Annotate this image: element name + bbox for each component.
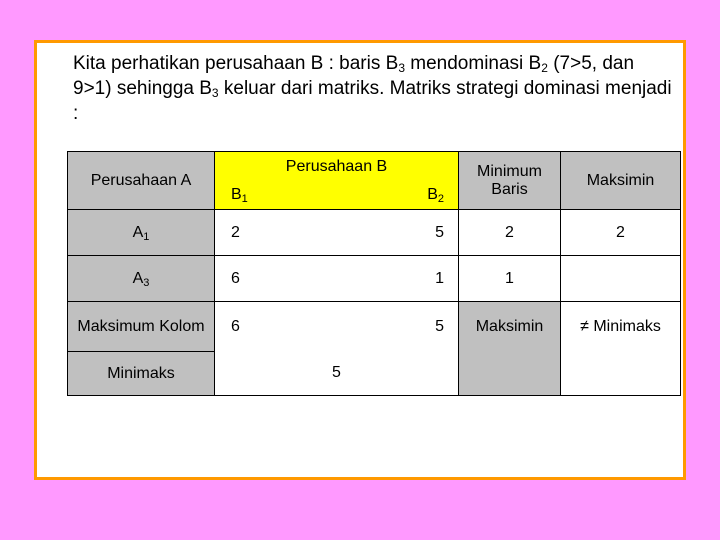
strategy-b1: $B_1$ [231, 185, 248, 205]
cell-maksimin-label: Maksimin [459, 302, 561, 352]
intro-part-2: mendominasi B [405, 53, 542, 74]
intro-sub-1: 3 [398, 61, 405, 75]
header-company-a: Perusahaan A [68, 152, 215, 210]
company-b-label: Perusahaan B [285, 157, 388, 175]
cell-a3-b2: 1 [435, 269, 444, 287]
cell-a1-b1: 2 [231, 223, 240, 241]
cell-max-b1: 6 [231, 317, 240, 335]
intro-sub-2: 2 [541, 61, 548, 75]
cell-max-b2: 5 [435, 317, 444, 335]
row-max-payoffs [215, 302, 459, 352]
row-a1-payoffs [215, 210, 459, 256]
row-a3-payoffs [215, 256, 459, 302]
cell-a3-min: 1 [459, 256, 561, 302]
company-b-strategies [215, 186, 458, 204]
cell-a1-b2: 5 [435, 223, 444, 241]
header-maksimin: Maksimin [561, 152, 681, 210]
header-min-row: Minimum Baris [459, 152, 561, 210]
intro-part-1: Kita perhatikan perusahaan B : baris B [73, 53, 399, 74]
header-company-b [215, 152, 459, 210]
cell-a1-maksimin: 2 [561, 210, 681, 256]
cell-a3-maksimin [561, 256, 681, 302]
intro-part-4: keluar dari matriks. Matriks strategi dominasi menjadi : [73, 78, 672, 124]
intro-text [73, 51, 673, 126]
cell-a3-b1: 6 [231, 269, 240, 287]
cell-a1-min: 2 [459, 210, 561, 256]
row-label-a3: $A_3$ [68, 256, 215, 302]
row-label-minimaks: Minimaks [68, 352, 215, 396]
row-label-a1: $A_1$ [68, 210, 215, 256]
cell-not-equal-minimaks: ≠ Minimaks [561, 302, 681, 352]
cell-minimaks-value: 5 [215, 352, 459, 396]
cell-minimaks-min-empty [459, 352, 561, 396]
intro-sub-3: 3 [211, 86, 219, 100]
strategy-b2: $B_2$ [427, 185, 444, 205]
strategy-matrix [67, 151, 681, 396]
cell-minimaks-maksimin-empty [561, 352, 681, 396]
slide-frame [34, 40, 686, 480]
intro-part-3: (7>5, dan 9>1) sehingga B [73, 53, 635, 99]
row-label-max-column: Maksimum Kolom [68, 302, 215, 352]
